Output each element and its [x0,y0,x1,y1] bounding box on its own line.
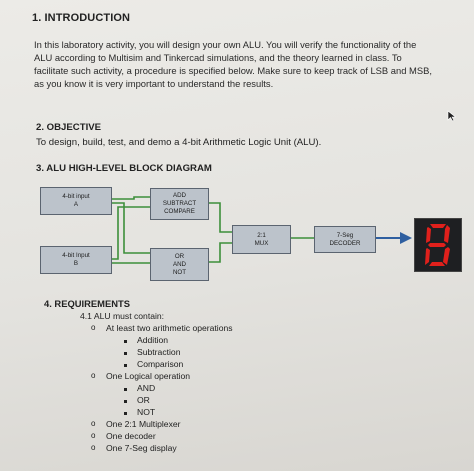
intro-line: facilitate such activity, a procedure is specified below. Make sure to keep track of LSB and MSB, [34,65,432,76]
input-b-name: B [73,260,79,267]
wire-b-arith [111,207,150,259]
square-bullet-icon [124,364,127,367]
list-subitem: OR [137,395,150,405]
logic-op: AND [172,260,187,268]
mouse-pointer-icon [447,110,457,122]
square-bullet-icon [124,412,127,415]
mux-name: MUX [254,239,269,247]
decoder-name: DECODER [329,239,361,247]
list-marker: o [91,371,96,380]
arith-op: COMPARE [164,208,195,215]
arithmetic-block [150,188,209,220]
list-item: One 2:1 Multiplexer [106,419,181,429]
list-marker: o [91,443,96,452]
square-bullet-icon [124,400,127,403]
digit-eight-icon [415,219,461,271]
wire-arith-mux [208,203,232,232]
diagram-heading: 3. ALU HIGH-LEVEL BLOCK DIAGRAM [36,163,212,174]
list-subitem: NOT [137,407,156,417]
square-bullet-icon [124,340,127,343]
logic-op: OR [174,252,185,260]
requirements-heading: 4. REQUIREMENTS [44,298,130,309]
objective-heading: 2. OBJECTIVE [36,122,102,133]
mux-ratio: 2:1 [257,231,266,239]
list-subitem: Subtraction [137,347,181,357]
list-item: One 7-Seg display [106,443,177,453]
wire-a-logic [111,203,150,253]
logic-block [150,248,209,281]
list-marker: o [91,419,96,428]
wire-a-arith [111,197,150,199]
mux-block [232,225,291,254]
square-bullet-icon [124,388,127,391]
input-b-block [40,246,112,274]
decoder-block [314,226,376,253]
intro-line: as you know it is very important to understand the results. [34,78,274,89]
list-subitem: AND [137,383,156,393]
arith-op: SUBTRACT [162,200,197,207]
intro-line: In this laboratory activity, you will design your own ALU. You will verify the functionality of the [34,39,417,50]
objective-text: To design, build, test, and demo a 4-bit Arithmetic Logic Unit (ALU). [36,137,322,148]
input-a-block [40,187,112,215]
wire-logic-mux [208,243,232,262]
list-subitem: Comparison [137,359,184,369]
list-subitem: Addition [137,335,169,345]
intro-line: ALU according to Multisim and Tinkercad simulations, and the theory learned in class. To [34,52,402,63]
input-a-label: 4-bit input [62,193,90,200]
intro-heading: 1. INTRODUCTION [32,12,131,24]
input-a-name: A [73,201,79,208]
list-marker: o [91,323,96,332]
decoder-type: 7-Seg [336,231,354,239]
arith-op: ADD [172,192,187,199]
list-marker: o [91,431,96,440]
requirements-subheading: 4.1 ALU must contain: [80,311,165,321]
list-item: At least two arithmetic operations [106,323,233,333]
list-item: One decoder [106,431,156,441]
list-item: One Logical operation [106,371,191,381]
square-bullet-icon [124,352,127,355]
logic-op: NOT [172,268,187,276]
input-b-label: 4-bit Input [62,252,90,259]
seven-segment-display [414,218,462,272]
